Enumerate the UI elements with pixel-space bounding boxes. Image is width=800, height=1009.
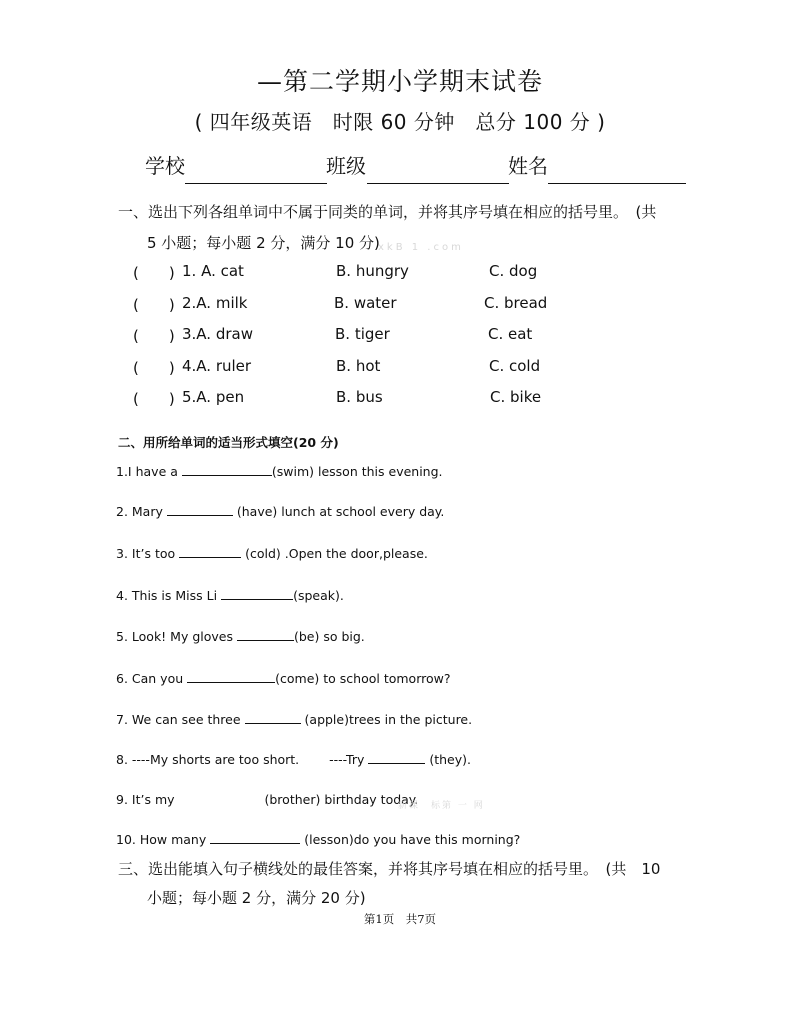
option-b: B. bus [336,388,383,406]
question-text-middle: ----Try [329,752,365,767]
option-b: B. water [334,294,397,312]
option-c: C. bike [490,388,542,406]
option-a: 5.A. pen [182,388,245,406]
fill-question [116,831,520,847]
fill-question [116,587,344,603]
question-text-after: (they). [429,752,471,767]
fill-question [116,628,365,644]
answer-bracket[interactable]: ( ) [133,390,175,408]
option-c: C. cold [489,357,541,375]
answer-bracket[interactable]: ( ) [133,264,175,282]
question-text-before: 7. We can see three [116,712,241,727]
school-label: 学校 [145,154,185,178]
question-text-after: (speak). [293,588,344,603]
question-text-before: 8. ----My shorts are too short. [116,752,300,767]
question-text-after: (brother) birthday today. [264,792,419,807]
fill-question [116,792,418,807]
question-text-after: (be) so big. [293,629,365,644]
school-field[interactable] [185,183,327,184]
option-b: B. hot [336,357,381,375]
watermark-text: 新课 标第 一 网 [398,801,485,811]
question-text-before: 3. It’s too [116,546,176,561]
answer-blank[interactable] [237,628,294,641]
name-label: 姓名 [508,154,548,178]
option-a: 2.A. milk [182,294,248,312]
section3-heading-line2: 小题；每小题 2 分，满分 20 分) [147,889,366,907]
option-a: 3.A. draw [182,325,253,343]
option-c: C. bread [484,294,548,312]
answer-blank[interactable] [245,711,301,724]
question-text-before: 2. Mary [116,504,163,519]
question-text-before: 5. Look! My gloves [116,629,233,644]
fill-question [116,463,443,479]
question-text-before: 6. Can you [116,671,184,686]
section1-heading-line2: 5 小题；每小题 2 分，满分 10 分) [147,234,380,252]
answer-blank[interactable] [182,463,272,476]
option-b: B. tiger [335,325,390,343]
question-text-after: (lesson)do you have this morning? [304,832,521,847]
option-c: C. eat [488,325,533,343]
option-a: 4.A. ruler [182,357,252,375]
question-text-after: (swim) lesson this evening. [271,464,443,479]
watermark-text: xkB 1 .com [378,242,464,253]
answer-blank[interactable] [179,545,241,558]
question-text-after: (apple)trees in the picture. [304,712,473,727]
fill-question [116,751,471,767]
page-number: 第1页 共7页 [363,912,437,926]
question-text-before: 1.I have a [116,464,178,479]
question-text-before: 9. It’s my [116,792,175,807]
fill-question [116,545,428,561]
section1-heading-line1: 一、选出下列各组单词中不属于同类的单词，并将其序号填在相应的括号里。 (共 [118,203,657,221]
fill-question [116,503,444,519]
page-title: —第二学期小学期末试卷 [256,67,543,96]
answer-blank[interactable] [368,751,425,764]
answer-blank[interactable] [167,503,233,516]
option-b: B. hungry [336,262,409,280]
fill-question [116,670,451,686]
page-subtitle: ( 四年级英语 时限 60 分钟 总分 100 分 ) [194,110,606,134]
answer-blank[interactable] [210,831,300,844]
class-field[interactable] [367,183,509,184]
answer-bracket[interactable]: ( ) [133,327,175,345]
question-text-after: (come) to school tomorrow? [275,671,451,686]
fill-question [116,711,472,727]
class-label: 班级 [326,154,366,178]
option-a: 1. A. cat [182,262,244,280]
option-c: C. dog [489,262,538,280]
answer-bracket[interactable]: ( ) [133,296,175,314]
name-field[interactable] [548,183,686,184]
question-text-before: 10. How many [116,832,207,847]
answer-blank[interactable] [187,670,275,683]
question-text-before: 4. This is Miss Li [116,588,218,603]
question-text-after: (cold) .Open the door,please. [245,546,428,561]
question-text-after: (have) lunch at school every day. [236,504,445,519]
answer-blank[interactable] [221,587,293,600]
section3-heading-line1: 三、选出能填入句子横线处的最佳答案，并将其序号填在相应的括号里。 (共 10 [118,860,661,878]
answer-bracket[interactable]: ( ) [133,359,175,377]
section2-heading: 二、用所给单词的适当形式填空(20 分) [118,435,339,450]
